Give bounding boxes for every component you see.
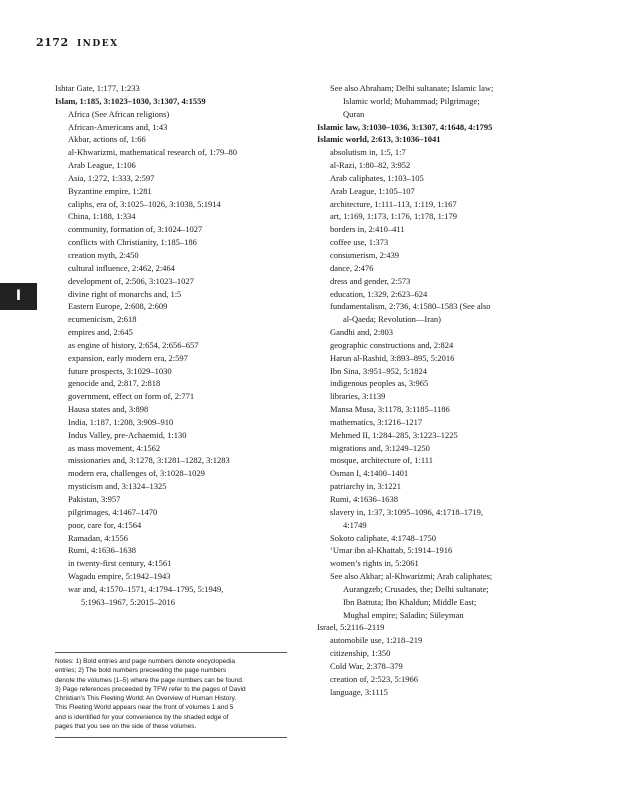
- index-subentry: community, formation of, 3:1024–1027: [68, 224, 203, 235]
- index-subentry: Osman I, 4:1400–1401: [330, 468, 409, 479]
- index-subentry: 4:1749: [343, 519, 367, 530]
- index-subentry: Asia, 1:272, 1:333, 2:597: [68, 172, 155, 183]
- index-subentry: geographic constructions and, 2:824: [330, 339, 454, 350]
- index-subentry: Pakistan, 3:957: [68, 494, 121, 504]
- index-subentry: al-Razi, 1:80–82, 3:952: [330, 160, 411, 171]
- index-subentry: Africa (See African religions): [68, 108, 170, 119]
- index-subentry: Ibn Battuta; Ibn Khaldun; Middle East;: [343, 596, 477, 607]
- index-subentry: Arab League, 1:105–107: [330, 185, 415, 196]
- index-subentry: Gandhi and, 2:803: [330, 327, 394, 338]
- index-subentry: indigenous peoples as, 3:965: [330, 378, 429, 389]
- index-subentry: Quran: [343, 108, 365, 119]
- index-subentry: creation myth, 2:450: [68, 249, 139, 260]
- notes-line: This Fleeting World appears near the front of volumes 1 and 5: [55, 704, 234, 712]
- index-subentry: Byzantine empire, 1:281: [68, 185, 152, 196]
- index-subentry: Akbar, actions of, 1:66: [68, 134, 146, 145]
- notes-line: Christian's This Fleeting World: An Overview of Human History.: [55, 695, 237, 703]
- index-subentry: citizenship, 1:350: [330, 648, 391, 659]
- notes-line: 3) Page references preceeded by TFW refer to the pages of David: [55, 685, 246, 693]
- index-subentry: as mass movement, 4:1562: [68, 442, 161, 453]
- index-subentry: Ramadan, 4:1556: [68, 532, 128, 543]
- index-subentry: coffee use, 1:373: [330, 237, 389, 248]
- index-subentry: empires and, 2:645: [68, 327, 133, 338]
- index-subentry: dress and gender, 2:573: [330, 275, 411, 286]
- index-subentry: patriarchy in, 3:1221: [330, 481, 402, 492]
- index-subentry: Arab League, 1:106: [68, 160, 136, 171]
- index-subentry: divine right of monarchs and, 1:5: [68, 288, 182, 299]
- index-subentry: African-Americans and, 1:43: [68, 121, 168, 132]
- running-header: [36, 36, 119, 49]
- index-subentry: future prospects, 3:1029–1030: [68, 365, 172, 376]
- notes-line: and is identified for your convenience by the shaded edge of: [55, 713, 229, 721]
- index-subentry: ecumenicism, 2:618: [68, 314, 137, 325]
- index-main-entry: Islamic world, 2:613, 3:1036–1041: [317, 134, 441, 145]
- index-subentry: genocide and, 2:817, 2:818: [68, 378, 161, 389]
- index-main-entry: Ishtar Gate, 1:177, 1:233: [55, 83, 140, 93]
- index-column-right: [317, 82, 582, 699]
- index-subentry: government, effect on form of, 2:771: [68, 391, 195, 402]
- index-subentry: Ibn Sina, 3:951–952, 5:1824: [330, 365, 428, 376]
- index-subentry: Cold War, 2:378–379: [330, 660, 403, 671]
- index-subentry: fundamentalism, 2:736, 4:1580–1583 (See also: [330, 301, 491, 312]
- notes-box: [55, 652, 287, 738]
- index-subentry: borders in, 2:410–411: [330, 224, 405, 235]
- index-subentry: Harun al-Rashid, 3:893–895, 5:2016: [330, 352, 455, 363]
- index-subentry: modern era, challenges of, 3:1028–1029: [68, 468, 205, 479]
- index-subentry: See also Akbar; al-Khwarizmi; Arab caliphates;: [330, 571, 493, 582]
- index-subentry: language, 3:1115: [330, 686, 388, 697]
- index-subentry: missionaries and, 3:1278, 3:1281–1282, 3:1283: [68, 455, 230, 466]
- index-main-entry: Islam, 1:185, 3:1023–1030, 3:1307, 4:1559: [55, 95, 206, 106]
- index-subentry: al-Qaeda; Revolution—Iran): [343, 314, 441, 325]
- index-subentry: mathematics, 3:1216–1217: [330, 416, 423, 427]
- index-subentry: Mansa Musa, 3:1178, 3:1185–1186: [330, 404, 450, 415]
- index-main-entry: Israel, 5:2116–2119: [317, 622, 385, 633]
- index-column-left: [55, 82, 295, 609]
- index-subentry: mosque, architecture of, 1:111: [330, 455, 433, 466]
- index-subentry: Indus Valley, pre-Achaemid, 1:130: [68, 429, 187, 440]
- index-subentry: conflicts with Christianity, 1:185–186: [68, 237, 197, 248]
- index-subentry: architecture, 1:111–113, 1:119, 1:167: [330, 198, 457, 209]
- index-subentry: women’s rights in, 5:2061: [330, 558, 419, 569]
- notes-line: Notes: 1) Bold entries and page numbers denote encyclopedia: [55, 658, 235, 665]
- index-subentry: slavery in, 1:37, 3:1095–1096, 4:1718–1719,: [330, 506, 483, 517]
- index-subentry: art, 1:169, 1:173, 1:176, 1:178, 1:179: [330, 211, 458, 222]
- index-subentry: as engine of history, 2:654, 2:656–657: [68, 339, 199, 350]
- index-subentry: education, 1:329, 2:623–624: [330, 288, 428, 299]
- index-subentry: Rumi, 4:1636–1638: [330, 494, 399, 504]
- index-subentry: Mughal empire; Saladin; Süleyman: [343, 609, 464, 620]
- index-subentry: dance, 2:476: [330, 262, 374, 273]
- index-main-entry: Islamic law, 3:1030–1036, 3:1307, 4:1648, 4:1795: [317, 121, 493, 132]
- index-subentry: Eastern Europe, 2:608, 2:609: [68, 301, 168, 312]
- index-subentry: Rumi, 4:1636–1638: [68, 545, 137, 556]
- index-subentry: consumerism, 2:439: [330, 249, 399, 260]
- index-subentry: cultural influence, 2:462, 2:464: [68, 262, 175, 273]
- page-number: 2172: [36, 36, 69, 49]
- alphabet-thumb-tab: I: [0, 283, 37, 310]
- index-subentry: ‘Umar ibn al-Khattab, 5:1914–1916: [330, 545, 453, 556]
- index-subentry: 5:1963–1967, 5:2015–2016: [81, 596, 175, 607]
- index-subentry: Islamic world; Muhammad; Pilgrimage;: [343, 95, 480, 106]
- index-subentry: China, 1:188, 1:334: [68, 211, 136, 222]
- index-subentry: war and, 4:1570–1571, 4:1794–1795, 5:1949,: [68, 583, 224, 594]
- index-subentry: in twenty-first century, 4:1561: [68, 558, 172, 569]
- index-subentry: Mehmed II, 1:284–285, 3:1223–1225: [330, 429, 458, 440]
- index-subentry: Hausa states and, 3:898: [68, 404, 149, 415]
- index-subentry: Aurangzeb; Crusades, the; Delhi sultanate;: [343, 583, 489, 594]
- index-subentry: libraries, 3:1139: [330, 391, 386, 402]
- index-subentry: creation of, 2:523, 5:1966: [330, 673, 419, 684]
- index-subentry: migrations and, 3:1249–1250: [330, 442, 430, 453]
- index-subentry: expansion, early modern era, 2:597: [68, 352, 188, 363]
- notes-line: pages that you see on the side of these volumes.: [55, 723, 197, 731]
- index-subentry: automobile use, 1:218–219: [330, 635, 423, 646]
- index-subentry: absolutism in, 1:5, 1:7: [330, 147, 406, 158]
- index-subentry: pilgrimages, 4:1467–1470: [68, 506, 158, 517]
- index-subentry: Wagadu empire, 5:1942–1943: [68, 571, 171, 582]
- index-subentry: development of, 2:506, 3:1023–1027: [68, 275, 194, 286]
- index-subentry: caliphs, era of, 3:1025–1026, 3:1038, 5:1914: [68, 198, 221, 209]
- index-subentry: See also Abraham; Delhi sultanate; Islamic law;: [330, 83, 494, 93]
- section-label: INDEX: [76, 39, 119, 49]
- index-subentry: poor, care for, 4:1564: [68, 519, 142, 530]
- index-subentry: India, 1:187, 1:208, 3:909–910: [68, 416, 174, 427]
- notes-line: entries; 2) The bold numbers preceeding the page numbers: [55, 667, 227, 675]
- index-subentry: al-Khwarizmi, mathematical research of, 1:79–80: [68, 147, 237, 158]
- notes-line: denote the volumes (1–5) where the page numbers can be found.: [55, 676, 244, 684]
- index-subentry: mysticism and, 3:1324–1325: [68, 481, 167, 492]
- index-subentry: Sokoto caliphate, 4:1748–1750: [330, 532, 437, 543]
- index-subentry: Arab caliphates, 1:103–105: [330, 172, 424, 183]
